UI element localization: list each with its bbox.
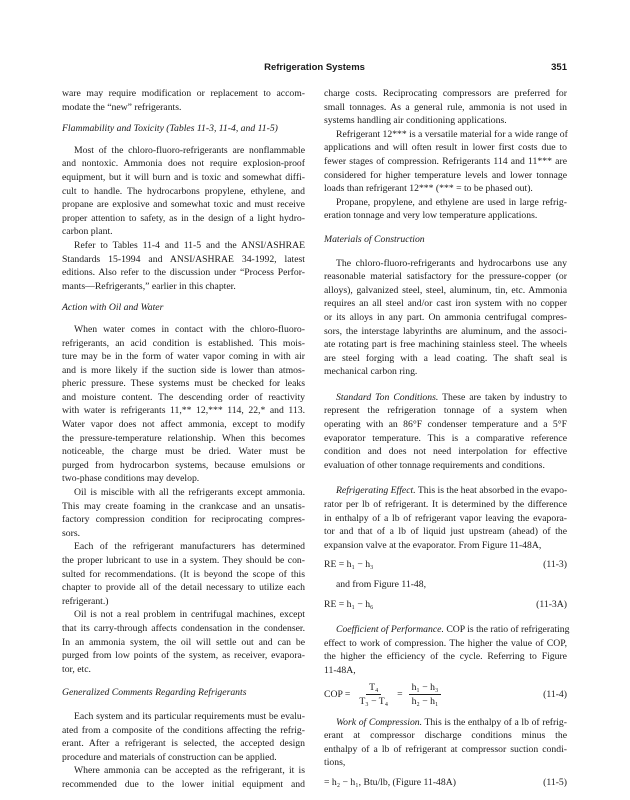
text-line: represent the refrigeration tonnage of a system when xyxy=(324,405,567,417)
text-line: requires an all steel and/or cast iron system with no copper xyxy=(324,298,567,310)
paragraph xyxy=(62,323,305,486)
text-line: and from Figure 11-48, xyxy=(336,579,427,590)
text-line: This may create foaming in the crankcase and an unsatis- xyxy=(62,500,305,512)
text-line: proper attention to safety, as in the design of a light hydro- xyxy=(62,212,305,224)
paragraph xyxy=(324,716,567,770)
text-line: Propane, propylene, and ethylene are used in large refrig- xyxy=(336,196,567,208)
text-line: Standards 15-1994 and ANSI/ASHRAE 34-1992, latest xyxy=(62,253,305,265)
equation-expression xyxy=(324,681,443,708)
text-line: systems handling air conditioning applications. xyxy=(324,115,507,127)
text-line: the higher the efficiency of the cycle. Referring to Figure xyxy=(324,651,567,663)
text-line: or its alloys in any part. On ammonia centrifugal compres- xyxy=(324,311,567,323)
text-line: tions, xyxy=(324,757,346,769)
text-line: 11-48A, xyxy=(324,664,356,676)
running-title: Refrigeration Systems xyxy=(264,62,365,73)
text-line: ware may require modification or replacement to accom- xyxy=(62,88,305,99)
text-line: refrigerant.) xyxy=(62,595,109,607)
text-line: and nontoxic. Ammonia does not require explosion-proof xyxy=(62,158,305,170)
equation xyxy=(324,776,567,790)
text-line xyxy=(324,391,567,405)
text-line: expansion valve at the evaporator. From Figure 11-48A, xyxy=(324,539,542,551)
paragraph xyxy=(62,239,305,293)
text-line: reasonable material satisfactory for the pressure-copper (or xyxy=(324,271,567,283)
text-line: The chloro-fluoro-refrigerants and hydrocarbons use any xyxy=(336,257,567,269)
text-line: erant at compressor discharge conditions minus the xyxy=(324,730,567,742)
fraction xyxy=(354,681,393,708)
equals-sign: = xyxy=(397,688,403,700)
equation-expression: RE = h₁ − h₃ xyxy=(324,559,374,571)
text-line: Oil is miscible with all the refrigerants except ammonia. xyxy=(74,487,305,499)
paragraph xyxy=(324,391,567,473)
text-line: purged from low points of the system, as receiver, evapora- xyxy=(62,650,305,662)
paragraph xyxy=(62,486,305,540)
text-line: refrigerants, an acid condition is established. This mois- xyxy=(62,337,305,349)
paragraph xyxy=(62,87,305,114)
text-line: mants—Refrigerants,” earlier in this chapter. xyxy=(62,280,236,292)
text-line: evaluation of other tonnage requirements and conditions. xyxy=(324,459,545,471)
paragraph xyxy=(324,87,567,128)
text-line xyxy=(324,623,570,637)
text-line: operating with an 86°F condenser temperature and a 5°F xyxy=(324,419,567,431)
paragraph xyxy=(62,710,305,764)
text-line: editions. Also refer to the discussion under “Process Perfor- xyxy=(62,267,305,279)
text-line: that its carry-through affects condensation in the condenser. xyxy=(62,622,305,634)
paragraph xyxy=(324,257,567,379)
text-line: chapter to provide all of the detail necessary to utilize each xyxy=(62,582,305,594)
text-line: cult to handle. The hydrocarbons propylene, ethylene, and xyxy=(62,185,305,197)
text-line: sulted for recommendations. (It is beyond the scope of this xyxy=(62,568,305,580)
text-line: ture may be in the form of water vapor coming in with air xyxy=(62,351,305,363)
text-line: Each system and its particular requirements must be evalu- xyxy=(74,710,305,722)
text-line: enthalpy of a lb of refrigerant at compressor suction condi- xyxy=(324,743,567,755)
text-line: two-phase conditions may develop. xyxy=(62,473,200,485)
section-heading: Materials of Construction xyxy=(324,233,425,245)
text-line: condition and does not need interpolation for effective xyxy=(324,446,567,458)
text-line: the proper lubricant to use in a system. They should be con- xyxy=(62,555,305,566)
text-line: carbon plant. xyxy=(62,226,113,238)
paragraph xyxy=(324,196,567,223)
page-number: 351 xyxy=(551,62,567,73)
text-line xyxy=(324,484,567,498)
run-in-heading: Standard Ton Conditions. xyxy=(336,391,439,403)
text-line: recommended due to the lower initial equipment and xyxy=(62,778,305,790)
text-line: effect to work of compression. The higher the value of COP, xyxy=(324,637,567,649)
text-line: Where ammonia can be accepted as the refrigerant, it is xyxy=(74,765,305,777)
text-line: and is more likely if the suction side is lower than atmos- xyxy=(62,364,305,376)
fraction-denominator: h₂ − h₁ xyxy=(411,695,439,707)
equation xyxy=(324,598,567,612)
text-run: COP is the ratio of refrigerating xyxy=(443,624,570,636)
text-line: Oil is not a real problem in centrifugal machines, except xyxy=(74,609,305,621)
text-line: equipment, but it will burn and is toxic and somewhat diffi- xyxy=(62,171,305,183)
equation-expression: = h₂ − h₁, Btu/lb, (Figure 11-48A) xyxy=(324,776,456,788)
fraction-numerator: T₄ xyxy=(366,681,381,695)
text-line: ated from a composite of the conditions affecting the refrig- xyxy=(62,724,305,736)
text-line: factory compression condition for reciprocating compres- xyxy=(62,514,305,526)
paragraph xyxy=(324,623,570,677)
text-line: evaporator temperature. This is a comparative reference xyxy=(324,432,567,444)
equation-number: (11-5) xyxy=(543,776,567,788)
text-line: fewer stages of compression. Refrigerants 114 and 11*** are xyxy=(324,155,567,167)
text-line: mechanical carbon ring. xyxy=(324,366,418,378)
paragraph xyxy=(324,128,567,196)
left-column xyxy=(62,87,305,792)
paragraph xyxy=(62,540,305,608)
section-heading: Action with Oil and Water xyxy=(62,302,164,314)
text-line: tor, etc. xyxy=(62,663,91,675)
run-in-heading: Work of Compression. xyxy=(336,716,423,728)
section-heading: Flammability and Toxicity (Tables 11-3, 11-4, and 11-5) xyxy=(62,123,278,135)
paragraph xyxy=(62,608,305,676)
equation xyxy=(324,558,567,572)
fraction-numerator: h₁ − h₃ xyxy=(409,681,442,695)
text-line: are steel forging with a lead coating. The shaft seal is xyxy=(324,352,567,364)
text-line: considered for higher temperature levels and lower tonnage xyxy=(324,169,567,181)
text-line: and moisture content. The descending order of reactivity xyxy=(62,391,305,403)
text-line: When water comes in contact with the chloro-fluoro- xyxy=(74,323,305,335)
text-line: modate the “new” refrigerants. xyxy=(62,101,182,113)
text-line: eration tonnage and very low temperature applications. xyxy=(324,210,538,222)
text-line: Refer to Tables 11-4 and 11-5 and the ANSI/ASHRAE xyxy=(74,239,305,251)
text-line: in enthalpy of a lb of refrigerant vapor leaving the evapora- xyxy=(324,512,567,524)
text-line: tor and that of a lb of liquid just upstream (ahead) of the xyxy=(324,526,567,538)
text-run: This is the enthalpy of a lb of refrig- xyxy=(422,716,568,728)
fraction-denominator: T₃ − T₄ xyxy=(359,695,389,707)
text-line: noticeable, the charge must be dried. Water must be xyxy=(62,446,305,458)
fraction xyxy=(407,681,444,708)
text-line: Most of the chloro-fluoro-refrigerants are nonflammable xyxy=(74,144,305,156)
text-line: Water vapor does not affect ammonia, except to modify xyxy=(62,419,305,431)
text-line: Each of the refrigerant manufacturers has determined xyxy=(74,541,305,553)
paragraph xyxy=(62,764,305,791)
text-line: rator per lb of refrigerant. It is determined by the difference xyxy=(324,499,567,511)
text-line: procedure and materials of construction can be applied. xyxy=(62,751,277,763)
text-line xyxy=(324,716,567,730)
text-line: with water is refrigerants 11,** 12,*** 114, 22,* and 113. xyxy=(62,405,305,417)
text-line: alloys), galvanized steel, steel, aluminum, tin, etc. Ammonia xyxy=(324,284,567,296)
text-line: Refrigerant 12*** is a versatile material for a wide range of xyxy=(336,128,568,140)
text-line: In an ammonia system, the oil will settle out and can be xyxy=(62,636,305,648)
text-line: erant. After a refrigerant is selected, the accepted design xyxy=(62,738,305,750)
text-line: sors, the interstage labyrinths are aluminum, and the associ- xyxy=(324,325,567,337)
equation-number: (11-3) xyxy=(543,559,567,571)
text-line: the pressure-temperature relationship. When this becomes xyxy=(62,432,305,444)
run-in-heading: Refrigerating Effect. xyxy=(336,485,416,497)
right-column xyxy=(324,87,570,796)
text-line: sors. xyxy=(62,527,81,539)
text-line: ate rotating part is free machining stainless steel. The wheels xyxy=(324,339,567,351)
equation xyxy=(324,681,567,708)
running-header xyxy=(62,62,567,76)
text-line: pheric pressure. These systems must be checked for leaks xyxy=(62,378,305,390)
text-run: These are taken by industry to xyxy=(438,391,567,403)
text-line: charge costs. Reciprocating compressors are preferred for xyxy=(324,88,567,99)
equation-number: (11-3A) xyxy=(536,598,567,610)
text-run: This is the heat absorbed in the evapo- xyxy=(415,485,568,497)
text-line: purged from hydrocarbon systems, because emulsions or xyxy=(62,459,305,471)
section-heading: Generalized Comments Regarding Refrigerants xyxy=(62,687,247,699)
equation-expression: RE = h₁ − h₆ xyxy=(324,598,374,610)
equation-lhs: COP = xyxy=(324,688,351,700)
paragraph xyxy=(62,144,305,239)
text-line: small tonnages. As a general rule, ammonia is not used in xyxy=(324,101,567,113)
text-line: loads than refrigerant 12*** (*** = to be phased out). xyxy=(324,183,533,195)
text-line: applications and will often result in lower first costs due to xyxy=(324,142,567,154)
text-line: propane are explosive and somewhat toxic and must receive xyxy=(62,199,305,211)
run-in-heading: Coefficient of Performance. xyxy=(336,624,444,636)
paragraph xyxy=(324,484,567,552)
equation-number: (11-4) xyxy=(543,688,567,700)
